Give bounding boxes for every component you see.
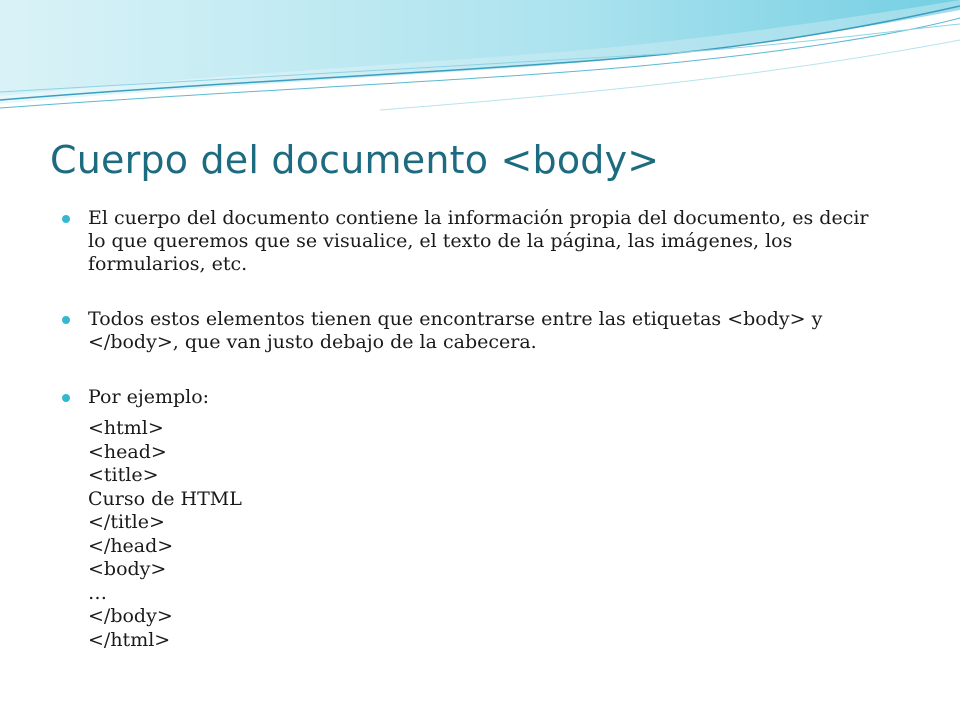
- bullet-dot-icon: [62, 394, 70, 402]
- slide-body: [62, 207, 882, 652]
- wave-fill-front: [0, 0, 960, 96]
- bullet-item: [62, 386, 882, 409]
- code-line: Curso de HTML: [88, 487, 242, 510]
- decorative-wave-header: [0, 0, 960, 120]
- code-line: </body>: [88, 605, 173, 627]
- code-line: <title>: [88, 464, 159, 486]
- code-line: </title>: [88, 511, 165, 533]
- code-line: </head>: [88, 534, 174, 557]
- bullet-item: [62, 308, 882, 354]
- bullet-text: Todos estos elementos tienen que encontrarse entre las etiquetas <body> y </body>, que van justo debajo de la cabecera.: [88, 308, 823, 353]
- code-line: <body>: [88, 558, 167, 580]
- bullet-item: [62, 207, 882, 276]
- bullet-dot-icon: [62, 316, 70, 324]
- code-line: <html>: [88, 417, 164, 439]
- code-line: <head>: [88, 440, 167, 463]
- bullet-text: El cuerpo del documento contiene la información propia del documento, es decir lo que queremos que se visualice, el texto de la página, las imágenes, los formularios, etc.: [88, 207, 869, 275]
- bullet-dot-icon: [62, 215, 70, 223]
- code-line: …: [88, 581, 107, 604]
- code-line: </html>: [88, 628, 171, 651]
- code-example: [88, 417, 882, 652]
- slide-title: Cuerpo del documento <body>: [50, 138, 660, 182]
- bullet-text: Por ejemplo:: [88, 386, 210, 408]
